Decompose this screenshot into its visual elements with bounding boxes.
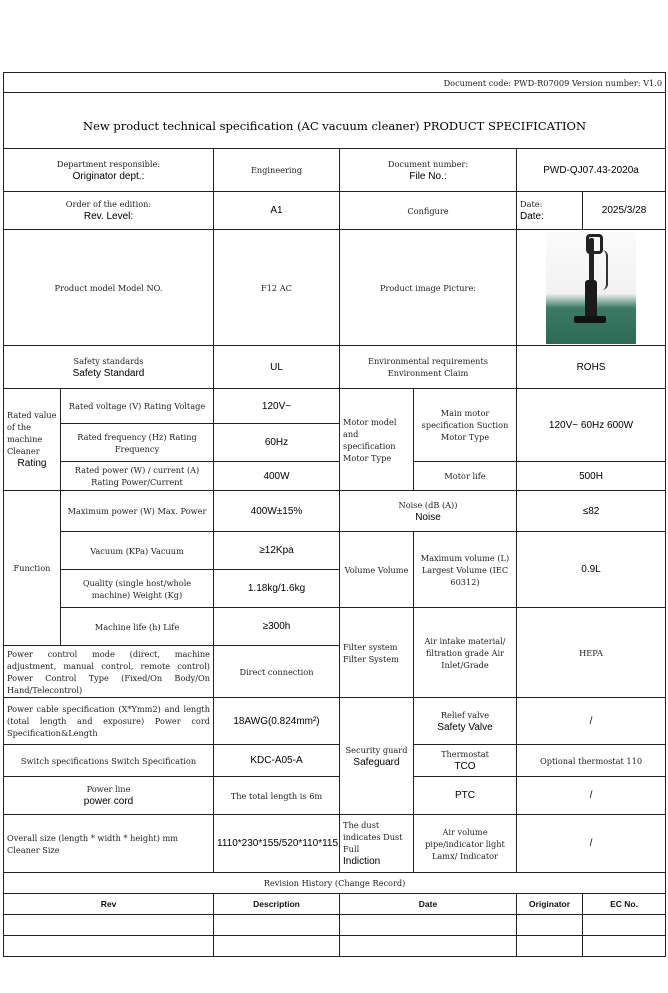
environment-label: Environmental requirements Environment Claim — [340, 346, 517, 389]
power-cable-label: Power cable specification (X*Ymm2) and length (total length and exposure) Power cord Specification&Length — [4, 698, 214, 745]
rated-power-label: Rated power (W) / current (A) Rating Power/Current — [61, 462, 214, 491]
filter-value: HEPA — [517, 608, 666, 698]
environment-value: ROHS — [517, 346, 666, 389]
doc-number-value: PWD-QJ07.43-2020a — [517, 149, 666, 192]
relief-valve-label: Relief valve Safety Valve — [414, 698, 517, 745]
motor-spec-value: 120V~ 60Hz 600W — [517, 389, 666, 462]
rated-group-label: Rated value of the machine Cleaner Rating — [4, 389, 61, 491]
noise-label: Noise (dB (A)) Noise — [340, 491, 517, 532]
motor-spec-label: Main motor specification Suction Motor Type — [414, 389, 517, 462]
revision-cell — [517, 915, 583, 936]
configure-label: Configure — [340, 192, 517, 230]
vacuum-label: Vacuum (KPa) Vacuum — [61, 532, 214, 570]
rated-voltage-label: Rated voltage (V) Rating Voltage — [61, 389, 214, 424]
motor-group-label: Motor model and specification Motor Type — [340, 389, 414, 491]
vacuum-value: ≥12Kpa — [214, 532, 340, 570]
revision-header-ec-no: EC No. — [583, 894, 666, 915]
revision-cell — [583, 915, 666, 936]
safety-value: UL — [214, 346, 340, 389]
revision-cell — [4, 915, 214, 936]
size-value: 1110*230*155/520*110*115 — [214, 815, 340, 873]
revision-cell — [517, 936, 583, 957]
volume-value: 0.9L — [517, 532, 666, 608]
edition-value: A1 — [214, 192, 340, 230]
dust-pipe-value: / — [517, 815, 666, 873]
power-line-value: The total length is 6m — [214, 777, 340, 815]
revision-header-description: Description — [214, 894, 340, 915]
page-title: New product technical specification (AC vacuum cleaner) PRODUCT SPECIFICATION — [4, 93, 666, 149]
volume-label: Maximum volume (L) Largest Volume (IEC 60312) — [414, 532, 517, 608]
revision-row — [4, 936, 666, 957]
noise-value: ≤82 — [517, 491, 666, 532]
revision-header-originator: Originator — [517, 894, 583, 915]
max-power-value: 400W±15% — [214, 491, 340, 532]
power-line-label: Power line power cord — [4, 777, 214, 815]
filter-label: Air intake material/ filtration grade Air Inlet/Grade — [414, 608, 517, 698]
product-model-label: Product model Model NO. — [4, 230, 214, 346]
edition-label: Order of the edition: Rev. Level: — [4, 192, 214, 230]
power-cable-value: 18AWG(0.824mm²) — [214, 698, 340, 745]
weight-label: Quality (single host/whole machine) Weight (Kg) — [61, 570, 214, 608]
relief-valve-value: / — [517, 698, 666, 745]
revision-title: Revision History (Change Record) — [4, 873, 666, 894]
spec-sheet — [3, 72, 666, 957]
department-value: Engineering — [214, 149, 340, 192]
revision-cell — [214, 936, 340, 957]
dust-pipe-label: Air volume pipe/indicator light Lamx/ Indicator — [414, 815, 517, 873]
rated-frequency-value: 60Hz — [214, 424, 340, 462]
revision-row — [4, 915, 666, 936]
rated-voltage-value: 120V~ — [214, 389, 340, 424]
product-model-value: F12 AC — [214, 230, 340, 346]
size-label: Overall size (length * width * height) mm Cleaner Size — [4, 815, 214, 873]
machine-life-label: Machine life (h) Life — [61, 608, 214, 646]
date-label: Date: Date: — [517, 192, 583, 230]
dust-label: The dust indicates Dust Full Indiction — [340, 815, 414, 873]
revision-cell — [214, 915, 340, 936]
doc-number-label: Document number: File No.: — [340, 149, 517, 192]
max-power-label: Maximum power (W) Max. Power — [61, 491, 214, 532]
machine-life-value: ≥300h — [214, 608, 340, 646]
revision-cell — [340, 915, 517, 936]
power-control-label: Power control mode (direct, machine adjustment, manual control, remote control) Power Control Type (Fixed/On Body/On Hand/Telecontrol) — [4, 646, 214, 698]
weight-value: 1.18kg/1.6kg — [214, 570, 340, 608]
security-group-label: Security guard Safeguard — [340, 698, 414, 815]
revision-cell — [340, 936, 517, 957]
vacuum-cleaner-photo — [546, 232, 636, 344]
thermostat-label: Thermostat TCO — [414, 745, 517, 777]
motor-life-value: 500H — [517, 462, 666, 491]
volume-group-label: Volume Volume — [340, 532, 414, 608]
switch-label: Switch specifications Switch Specification — [4, 745, 214, 777]
function-group-label: Function — [4, 491, 61, 646]
filter-group-label: Filter system Filter System — [340, 608, 414, 698]
rated-power-value: 400W — [214, 462, 340, 491]
revision-cell — [583, 936, 666, 957]
department-label: Department responsible: Originator dept.: — [4, 149, 214, 192]
rated-frequency-label: Rated frequency (Hz) Rating Frequency — [61, 424, 214, 462]
ptc-label: PTC — [414, 777, 517, 815]
revision-cell — [4, 936, 214, 957]
revision-header-rev: Rev — [4, 894, 214, 915]
product-image-cell — [517, 230, 666, 346]
date-value: 2025/3/28 — [583, 192, 666, 230]
product-image-label: Product image Picture: — [340, 230, 517, 346]
safety-label: Safety standards Safety Standard — [4, 346, 214, 389]
thermostat-value: Optional thermostat 110 — [517, 745, 666, 777]
document-code: Document code: PWD-R07009 Version number: V1.0 — [4, 73, 666, 93]
ptc-value: / — [517, 777, 666, 815]
switch-value: KDC-A05-A — [214, 745, 340, 777]
motor-life-label: Motor life — [414, 462, 517, 491]
power-control-value: Direct connection — [214, 646, 340, 698]
revision-header-date: Date — [340, 894, 517, 915]
